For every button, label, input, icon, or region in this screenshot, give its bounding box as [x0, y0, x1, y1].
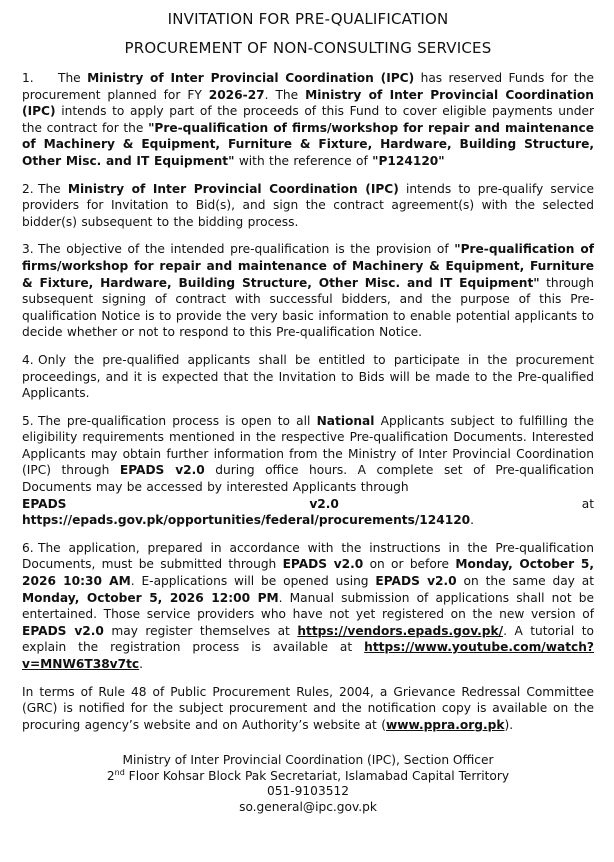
- phone-number: 051-9103512: [267, 784, 349, 799]
- notice-title: INVITATION FOR PRE-QUALIFICATION: [167, 10, 449, 28]
- paragraph-grievance: In terms of Rule 48 of Public Procurement Rules, 2004, a Grievance Redressal Committee (GRC) is notified for the subject procurement and the notification copy is available on the procuring agency’s website and on Authority’s website at (www.ppra.org.pk).: [22, 684, 594, 732]
- paragraph-number: 1.: [22, 71, 34, 85]
- epads-label: EPADS v2.0: [119, 463, 205, 478]
- epads-label: EPADS v2.0: [282, 557, 364, 572]
- address-line: 2nd Floor Kohsar Block Pak Secretariat, Islamabad Capital Territory: [106, 767, 510, 783]
- epads-label: EPADS v2.0: [375, 574, 457, 589]
- paragraph-6: 6. The application, prepared in accordance with the instructions in the Pre-qualification Documents, must be submitted through EPADS v2.0 on or before Monday, October 5, 2026 10:30 AM. E-applications will be opened using EPADS v2.0 on the same day at Monday, October 5, 2026 12:00 PM. Manual submission of applications shall not be entertained. Those service providers who have not yet registered on the new version of EPADS v2.0 may register themselves at https://vendors.epads.gov.pk/. A tutorial to explain the registration process is available at https://www.youtube.com/watch?v=MNW6T38v7tc.: [22, 540, 595, 671]
- paragraph-4: 4. Only the pre-qualified applicants shall be entitled to participate in the procurement proceedings, and it is expected that the Invitation to Bids will be made to the Pre-qualified Applicants.: [22, 352, 594, 401]
- paragraph-1: 1. The Ministry of Inter Provincial Coordination (IPC) has reserved Funds for the procurement planned for FY 2026-27. The Ministry of Inter Provincial Coordination (IPC) intends to apply part of the proceeds of this Fund to cover eligible payments under the contract for the "Pre-qualification of firms/workshop for repair and maintenance of Machinery & Equipment, Furniture & Fixture, Hardware, Building Structure, Other Misc. and IT Equipment" with the reference of "P124120": [22, 71, 594, 168]
- paragraph-number: 6.: [22, 540, 34, 555]
- tutorial-video-link[interactable]: https://www.youtube.com/watch?v=MNW6T38v7tc: [22, 640, 594, 671]
- paragraph-3: 3. The objective of the intended pre-qualification is the provision of "Pre-qualification of firms/workshop for repair and maintenance of Machinery & Equipment, Furniture & Fixture, Hardware, Building Structure, Other Misc. and IT Equipment" through subsequent signing of contract with successful bidders, and the purpose of this Pre-qualification Notice is to provide the very basic information to enable potential applicants to decide whether or not to respond to this Pre-qualification Notice.: [22, 242, 594, 340]
- epads-procurement-link[interactable]: https://epads.gov.pk/opportunities/federal/procurements/124120: [22, 513, 471, 528]
- contract-title: "Pre-qualification of firms/workshop for repair and maintenance of Machinery & Equipment, Furniture & Fixture, Hardware, Building Structure, Other Misc. and IT Equipment": [22, 242, 594, 290]
- contract-title: "Pre-qualification of firms/workshop for repair and maintenance of Machinery & Equipment, Furniture & Fixture, Hardware, Building Structure, Other Misc. and IT Equipment": [22, 120, 594, 168]
- ministry-name: Ministry of Inter Provincial Coordination (IPC): [87, 71, 415, 85]
- paragraph-number: 4.: [22, 352, 34, 367]
- paragraph-2: 2. The Ministry of Inter Provincial Coordination (IPC) intends to pre-qualify service providers for Invitation to Bid(s), and sign the contract agreement(s) with the selected bidder(s) subsequent to the bidding process.: [22, 181, 595, 229]
- email-address[interactable]: so.general@ipc.gov.pk: [239, 799, 377, 814]
- fiscal-year: 2026-27: [208, 87, 265, 102]
- ppra-website-link[interactable]: www.ppra.org.pk: [385, 717, 505, 732]
- ministry-name: Ministry of Inter Provincial Coordination (IPC): [67, 181, 399, 196]
- epads-spread-line: EPADS v2.0 at: [22, 496, 594, 511]
- office-line: Ministry of Inter Provincial Coordination (IPC), Section Officer: [122, 753, 494, 768]
- national-label: National: [316, 413, 375, 428]
- paragraph-number: 3.: [22, 242, 34, 257]
- paragraph-number: 5.: [22, 413, 34, 428]
- contact-block: [22, 753, 594, 815]
- vendors-registration-link[interactable]: https://vendors.epads.gov.pk/: [297, 623, 504, 638]
- paragraph-5: 5. The pre-qualification process is open to all National Applicants subject to fulfilling the eligibility requirements mentioned in the respective Pre-qualification Documents. Interested Applicants may obtain further information from the Ministry of Inter Provincial Coordination (IPC) through EPADS v2.0 during office hours. A complete set of Pre-qualification Documents may be accessed by interested Applicants through EPADS v2.0 at https://epads.gov.pk/opportunities/federal/procurements/124120.: [22, 413, 594, 528]
- opening-time: Monday, October 5, 2026 12:00 PM: [22, 590, 279, 605]
- ministry-name: Ministry of Inter Provincial Coordination (IPC): [22, 87, 594, 119]
- epads-label: EPADS v2.0: [22, 623, 104, 638]
- paragraph-number: 2.: [22, 181, 34, 196]
- notice-subtitle: PROCUREMENT OF NON-CONSULTING SERVICES: [124, 39, 492, 57]
- submission-deadline: Monday, October 5, 2026 10:30 AM: [22, 557, 594, 589]
- reference-number: "P124120": [372, 153, 445, 168]
